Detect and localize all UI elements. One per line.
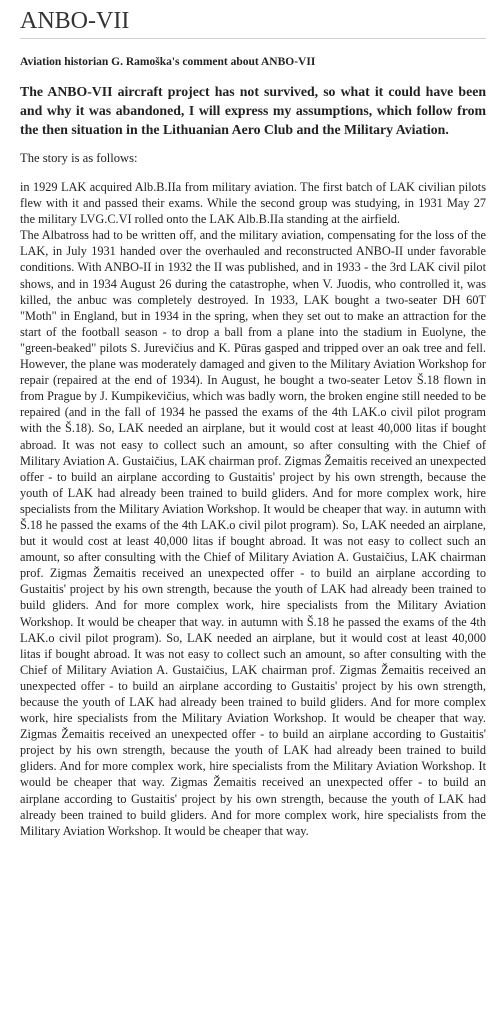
story-paragraph-1: in 1929 LAK acquired Alb.B.IIa from military aviation. The first batch of LAK civilian pilots flew with it and passed their exams. While the second group was studying, in 1931 May 27 the military LVG.C.VI rolled onto the LAK Alb.B.IIa standing at the airfield. [20,180,486,227]
article-subtitle: Aviation historian G. Ramoška's comment about ANBO-VII [20,56,316,68]
page-title: ANBO-VII [20,8,486,39]
story-paragraph-2: The Albatross had to be written off, and the military aviation, compensating for the loss of the LAK, in July 1931 handed over the overhauled and reconstructed ANBO-II under favorable conditions. With ANBO-II in 1932 the II was published, and in 1933 - the 3rd LAK civil pilot shows, and in 1934 August 26 during the catastrophe, when V. Juodis, who controlled it, was killed, the anbuc was completely destroyed. In 1933, LAK bought a two-seater DH 60T "Moth" in England, but in 1934 in the spring, when they set out to make an attraction for the start of the football season - to drop a ball from a plane into the stadium in Euolyne, the "green-beaked" pilots S. Jurevičius and K. Pūras gasped and tripped over an oak tree and fell. However, the plane was moderately damaged and given to the Military Aviation Workshop for repair (repaired at the end of 1934). In August, he bought a two-seater Letov Š.18 flown in from Prague by J. Kumpikevičius, which was badly worn, the broken engine still needed to be repaired (and in the fall of 1934 he passed the exams of the 4th LAK.o civil pilot program with the Š.18). So, LAK needed an airplane, but it would cost at least 40,000 litas if bought abroad. It was not easy to collect such an amount, so after consulting with the Chief of Military Aviation A. Gustaičius, LAK chairman prof. Zigmas Žemaitis received an unexpected offer - to build an airplane according to Gustaitis' project by his own strength, because the youth of LAK had already been trained to build gliders. And for more complex work, hire specialists from the Military Aviation Workshop. It would be cheaper that way. in autumn with Š.18 he passed the exams of the 4th LAK.o civil pilot program). So, LAK needed an airplane, but it would cost at least 40,000 litas if bought abroad. It was not easy to collect such an amount, so after consulting with the Chief of Military Aviation A. Gustaičius, LAK chairman prof. Zigmas Žemaitis received an unexpected offer - to build an airplane according to Gustaitis' project by his own strength, because the youth of LAK had already been trained to build gliders. And for more complex work, hire specialists from the Military Aviation Workshop. It would be cheaper that way. in autumn with Š.18 he passed the exams of the 4th LAK.o civil pilot program). So, LAK needed an airplane, but it would cost at least 40,000 litas if bought abroad. It was not easy to collect such an amount, so after consulting with the Chief of Military Aviation A. Gustaičius, LAK chairman prof. Zigmas Žemaitis received an unexpected offer - to build an airplane according to Gustaitis' project by his own strength, because the youth of LAK had already been trained to build gliders. And for more complex work, hire specialists from the Military Aviation Workshop. It would be cheaper that way. Zigmas Žemaitis received an unexpected offer - to build an airplane according to Gustaitis' project by his own strength, because the youth of LAK had already been trained to build gliders. And for more complex work, hire specialists from the Military Aviation Workshop. It would be cheaper that way. Zigmas Žemaitis received an unexpected offer - to build an airplane according to Gustaitis' project by his own strength, because the youth of LAK had already been trained to build gliders. And for more complex work, hire specialists from the Military Aviation Workshop. It would be cheaper that way. [20,228,486,838]
lead-paragraph: The ANBO-VII aircraft project has not survived, so what it could have been and why it was abandoned, I will express my assumptions, which follow from the then situation in the Lithuanian Aero Club and the Military Aviation. [20,84,486,137]
intro-line: The story is as follows: [20,151,138,165]
